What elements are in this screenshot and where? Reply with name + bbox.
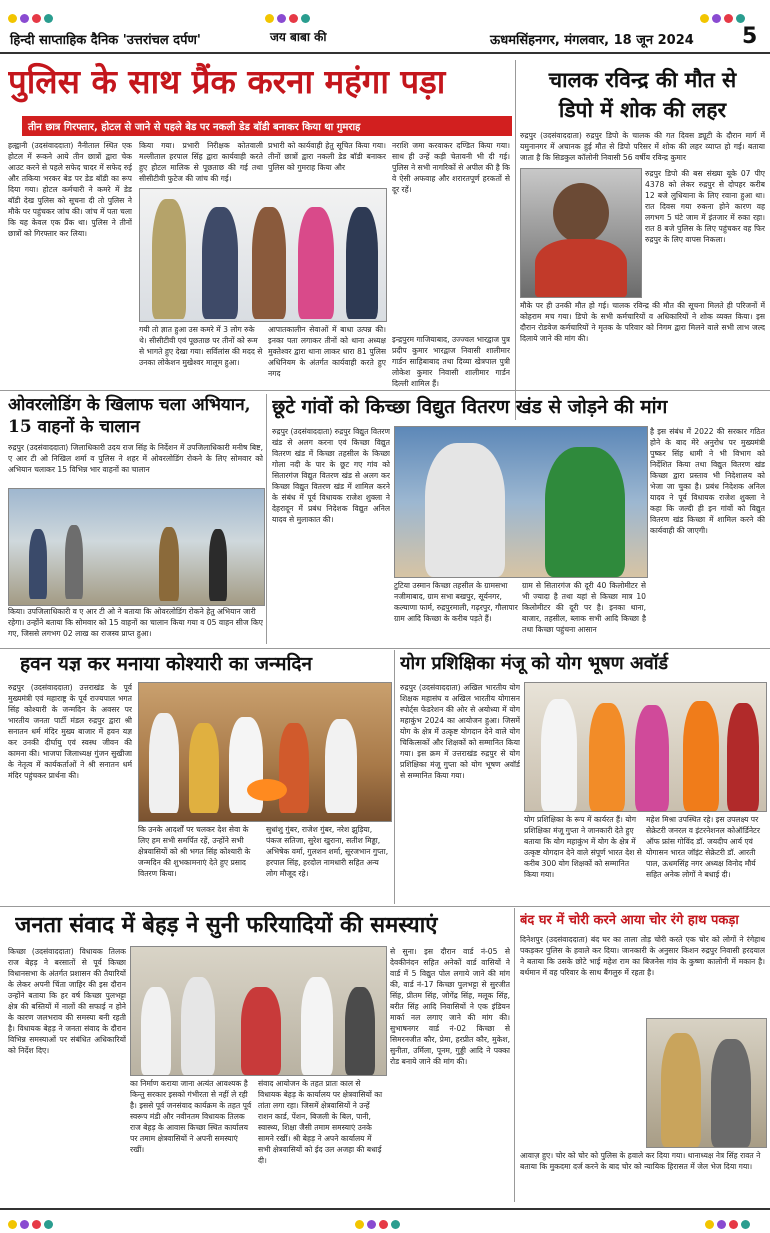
- story4-photo: [394, 426, 648, 578]
- story1-col3: प्रभारी को कार्यवाही हेतु सूचित किया गया। तीनों छात्रों द्वारा नकली डेड बॉडी बनाकर पुलिस को गुमराह किया और: [268, 141, 386, 172]
- story3-body: रुद्रपुर (उदसंवाददाता) जिलाधिकारी उदय राज सिंह के निर्देशन में उपजिलाधिकारी मनीष बिष्ट, ए आर टी ओ निखिल शर्मा व पुलिस ने शहर में ओवरलोडिंग रोकने के लिए सोमवार को अभियान चलाकर 15 विभिन्न भार वाहनों का चालान: [8, 443, 263, 474]
- newspaper-name: हिन्दी साप्ताहिक दैनिक 'उत्तरांचल दर्पण': [10, 33, 201, 48]
- story6-photo: [524, 682, 767, 812]
- story8-body: दिनेशपुर (उदसंवाददाता) बंद घर का ताला तोड़ चोरी करते एक चोर को लोगों ने रंगेहाथ पकड़कर पुलिस के हवाले कर दिया। जानकारी के अनुसार किशन रुद्रपुर निवासी हरदयाल ने बताया कि उसके छोटे भाई महेश राम का बिजनेस गांव के कुष्णा कालोनी में मकान है। बर्थमान में वह परिवार के साथ बैंगलुरु में रहता है।: [520, 935, 765, 977]
- story5-headline: हवन यज्ञ कर मनाया कोश्यारी का जन्मदिन: [20, 653, 313, 675]
- separator-2: [0, 648, 770, 649]
- separator-3: [0, 906, 770, 907]
- story1-col2: किया गया। प्रभारी निरीक्षक कोतवाली मल्लीताल हरपाल सिंह द्वारा कार्यवाही करते हुए होटल मालिक से पूछताछ की गई तथा सीसीटीवी फुटेज की जांच की गई।: [139, 141, 263, 183]
- story6-caption-1: योग प्रशिक्षिका के रूप में कार्यरत हैं। योग प्रशिक्षिका मंजू गुप्ता ने जानकारी देते हुए बताया कि योग महाकुंभ में योग के क्षेत्र में उत्कृष्ट योगदान देने वाले संपूर्ण भारत देश से करीब 300 योग शिक्षकों को सम्मानित किया गया।: [524, 815, 642, 879]
- story6-body: रुद्रपुर (उदसंवाददाता) अखिल भारतीय योग शिक्षक महासंघ व अखिल भारतीय योगासन स्पोर्ट्स फेडरेशन की ओर से अयोध्या में योग महाकुंभ 2024 का आयोजन हुआ। जिसमें योग के क्षेत्र में उत्कृष्ट योगदान देने वाले योग चिकित्सकों और शिक्षकों को सम्मानित किया गया। इस क्रम में उत्तराखंड रुद्रपुर से योग प्रशिक्षिका मंजू गुप्ता को योग भूषण अवॉर्ड से सम्मानित किया गया।: [400, 683, 520, 780]
- story4-col4: है इस संबंध में 2022 की सरकार गठित होने के बाद मेरे अनुरोध पर मुख्यमंत्री पुष्कर सिंह धामी ने भी विभाग को निर्देशित किया तथा विद्युत वितरण खंड किच्छा द्वारा प्रस्ताव भी निदेशालय को भेजा जा चुका है। प्रबंध निदेशक अनिल यादव ने पूर्व विधायक राजेश शुक्ला ने कहा कि जल्दी ही इन गांवों को विद्युत वितरण खंड किच्छा में शामिल करने की कार्यवाही की जाएगी।: [650, 427, 765, 535]
- story3-headline: ओवरलोडिंग के खिलाफ चला अभियान, 15 वाहनों के चालान: [8, 395, 251, 437]
- story7-caption-1: का निर्माण कराया जाना अत्यंत आवश्यक है किन्तु सरकार इसको गंभीरता से नहीं ले रही है। इससे पूर्व जनसंवाद कार्यक्रम के तहत पूर्व स्वरूप मंडी और नवीनतम विधायक तिलक राज बेहड़ के आवास किच्छा स्थित कार्यालय पर तमाम क्षेत्रवासियों ने अपनी समस्याएं रखीं।: [130, 1079, 252, 1154]
- color-dots-left: [8, 8, 56, 27]
- story4-col1: रुद्रपुर (उदसंवाददाता) रुद्रपुर विद्युत वितरण खंड से अलग करना एवं किच्छा विद्युत वितरण खंड में किच्छा तहसील के किच्छा गोला नदी के पार के छूट गए गांव को सितारगंज विद्युत वितरण खंड से अलग कर किच्छा विद्युत वितरण खंड में शामिल करने के संबंध में पूर्व विधायक राजेश शुक्ला ने देहरादून में प्रबंध निदेशक विद्युत अनिल यादव से मुलाकात की।: [272, 427, 390, 524]
- story1-headline: पुलिस के साथ प्रैंक करना महंगा पड़ा: [8, 62, 446, 101]
- story7-caption-2: संवाद आयोजन के तहत प्रातः काल से विधायक बेहड़ के कार्यालय पर क्षेत्रवासियों का तांता लगा रहा। जिसमें क्षेत्रवासियों ने उन्हें राशन कार्ड, पेंशन, बिजली के बिल, पानी, स्वास्थ्य, शिक्षा जैसी तमाम समस्याएं उनके सामने रखीं। श्री बेहड़ ने अपने कार्यालय में सभी क्षेत्रवासियों को ईद उल अजहा की बधाई दी।: [258, 1079, 383, 1165]
- footer-rule: [0, 1208, 770, 1210]
- story1-col1: हल्द्वानी (उदसंवाददाता) नैनीताल स्थित एक होटल में रूकने आये तीन छात्रों द्वारा चेक आउट करने से पहले सफेद चादर में सफेद रुई और तकिया भरकर बेड पर डेड बॉडी का रूप दिया गया। होटल कर्मचारी ने कमरे में डेड बॉडी देख पुलिस को सूचना दी तो पुलिस ने मौके पर पहुंचकर जांच की। जांच में पता चला कि यह केवल एक प्रैंक था। पुलिस ने तीनों छात्रों को गिरफ्तार कर लिया।: [8, 141, 132, 238]
- story4-col3: ग्राम से सितारगंज की दूरी 40 किलोमीटर से भी ज्यादा है तथा यहां से किच्छा मात्र 10 किलोमीटर की दूरी पर है। इनका थाना, बाजार, तहसील, ब्लाक सभी आदि किच्छा है तथा किच्छा पहुंचना आसान: [522, 581, 646, 634]
- separator-1: [0, 390, 770, 391]
- story2-body-bottom: मौके पर ही उनकी मौत हो गई। चालक रविन्द्र की मौत की सूचना मिलते ही परिजनों में कोहराम मच गया। डिपो के सभी कर्मचारियों व अधिकारियों ने शोक व्यक्त किया। इस दौरान रोडवेज कर्मचारियों ने मृतक के परिवार को निगम द्वारा मिलने वाले सभी लाभ जल्द दिलाये जाने की मांग की।: [520, 301, 765, 343]
- header-rule: [0, 52, 770, 54]
- story5-photo: [138, 682, 392, 822]
- color-dots-right: [700, 8, 748, 27]
- story1-subhead: तीन छात्र गिरफ्तार, होटल से जाने से पहले बेड पर नकली डेड बॉडी बनाकर किया था गुमराह: [22, 116, 512, 136]
- story4-caption: टुटिया उस्मान किच्छा तहसील के ग्रामसभा नजीमाबाद, ग्राम सभा बखपुर, सूर्यनगर, कल्याणा फार्म, रुद्रपुरमाली, गढ़रपुर, गौलापार ग्राम आदि किच्छा के करीब पड़ते हैं।: [394, 581, 518, 623]
- story2-photo: [520, 168, 642, 298]
- story6-caption-2: महेश मिश्रा उपस्थित रहे। इस उपलक्ष्य पर सेक्रेटरी जनरल व इंटरनेशनल कोऑर्डिनेटर ऑफ फ्रांस गोविंद डॉ. जयदीप आर्य एवं योगासन भारत जॉइंट सेक्रेटरी डॉ. आरती पाल, ऊधमसिंह नगर अध्यक्ष विनोद मौर्य सहित अनेक लोगों ने बधाई दी।: [646, 815, 760, 879]
- story5-caption-2: सुधांशु गुंबर, राजेश गुंबर, नरेश झुड़िया, पंकज सतिजा, सुरेश खुराना, सतीश मिड्ढा, अभिषेक वर्मा, गुलशन शर्मा, सूरजभान गुप्ता, हरपाल सिंह, हरदोल नामधारी सहित अन्य लोग मौजूद रहे।: [266, 825, 389, 878]
- story1-col3b: आपातकालीन सेवाओं में बाधा उत्पन्न की। इनका पता लगाकर तीनों को थाना अध्यक्ष मुक्तेश्वर द्वारा थाना लाकर धारा 81 पुलिस अधिनियम के अंतर्गत कार्यवाही करते हुए नगद: [268, 325, 386, 378]
- story4-headline: छूटे गांवों को किच्छा विद्युत वितरण खंड से जोड़ने की मांग: [272, 396, 668, 418]
- story2-body-top: रुद्रपुर (उदसंवाददाता) रुद्रपुर डिपो के चालक की गत दिवस ड्यूटी के दौरान मार्ग में यमुनानगर में अचानक हुई मौत से डिपो परिसर में शोक की लहर व्याप्त हो गई। बताया जाता है कि सिडकुल कॉलोनी निवासी 56 वर्षीय रविन्द्र कुमार: [520, 131, 765, 162]
- footer-dots-center: [355, 1214, 403, 1233]
- footer-dots-left: [8, 1214, 56, 1233]
- slogan: जय बाबा की: [270, 30, 327, 44]
- story1-col4b: इन्द्रपुरम गाजियाबाद, उज्ज्वल भारद्वाज पुत्र प्रदीप कुमार भारद्वाज निवासी शालीमार गार्डन साहिबाबाद तथा दिव्या खेत्रपाल पुत्री लोकेश कुमार निवासी शालीमार गार्डन दिल्ली शामिल हैं।: [392, 335, 510, 388]
- story3-caption: किया। उपजिलाधिकारी व ए आर टी ओ ने बताया कि ओवरलोडिंग रोकने हेतु अभियान जारी रहेगा। उन्होंने बताया कि सोमवार को 15 वाहनों का चालान किया गया व 05 वाहन सीज किए गए, जिससे लगभग 02 लाख का राजस्व प्राप्त हुआ।: [8, 607, 263, 638]
- place-date: ऊधमसिंहनगर, मंगलवार, 18 जून 2024: [490, 33, 694, 48]
- story3-photo: [8, 488, 265, 606]
- story7-photo: [130, 946, 387, 1076]
- story1-photo-caption: गयी तो ज्ञात हुआ उस कमरे में 3 लोग रुके थे। सीसीटीवी एवं पूछताछ पर तीनों को रूम से भागते हुए देखा गया। सर्विलांस की मदद से उनका लोकेशन मुखेश्वर मालूम हुआ।: [139, 325, 263, 367]
- story1-col4: नराशि जमा करवाकर दण्डित किया गया। साथ ही उन्हें कड़ी चेतावनी भी दी गई। पुलिस ने सभी नागरिकों से अपील की है कि वे ऐसी अफवाह और शरारतपूर्ण हरकतों से दूर रहें।: [392, 141, 510, 194]
- divider-2: [266, 394, 267, 644]
- story6-headline: योग प्रशिक्षिका मंजू को योग भूषण अवॉर्ड: [400, 653, 668, 674]
- color-dots-center: [265, 8, 313, 27]
- story7-headline: जनता संवाद में बेहड़ ने सुनी फरियादियों की समस्याएं: [15, 912, 438, 938]
- story8-caption: आवाज़ हुए। चोर को चोर को पुलिस के हवाले कर दिया गया। थानाध्यक्ष नेत्र सिंह रावत ने बताया कि मुकदमा दर्ज करने के बाद चोर को न्यायिक हिरासत में जेल भेज दिया गया।: [520, 1151, 761, 1171]
- story1-photo: [139, 188, 387, 322]
- story5-body: रुद्रपुर (उदसंवाददाता) उत्तराखंड के पूर्व मुख्यमंत्री एवं महाराष्ट्र के पूर्व राज्यपाल भगत सिंह कोश्यारी के जन्मदिन के अवसर पर भारतीय जनता पार्टी मंडल रुद्रपुर द्वारा श्री सनातन धर्म मंदिर मुख्य बाजार में हवन यज्ञ कर उनकी दीर्घायु एवं स्वस्थ जीवन की कामना की। भाजपा जिलाध्यक्ष गुंजन सुखीजा के नेतृत्व में कार्यकर्ताओं ने श्री सनातन धर्म मंदिर पहुंचकर प्रार्थना की।: [8, 683, 132, 780]
- story2-headline-1: चालक रविन्द्र की मौत से: [548, 67, 737, 92]
- page-footer: [0, 1206, 770, 1226]
- page-number: 5: [742, 24, 758, 49]
- divider-4: [514, 908, 515, 1202]
- footer-dots-right: [705, 1214, 753, 1233]
- story8-photo: [646, 1018, 767, 1148]
- story7-col1: किच्छा (उदसंवाददाता) विधायक तिलक राज बेहड़ ने बरसातों से पूर्व किच्छा विधानसभा के अंतर्गत प्रशासन की तैयारियों के लेकर अपनी चिंता जाहिर की इस दौरान उन्होंने बताया कि हर वर्ष किच्छा पुलभट्टा क्षेत्र की बस्तियों में नालों की सफाई न होने के कारण जलभराव की समस्या बनी रहती है। विधायक बेहड़ ने जनता संवाद के दौरान विभिन्न समस्याओं पर संबंधित अधिकारियों को निर्देश दिए।: [8, 947, 126, 1055]
- story2-headline-2: डिपो में शोक की लहर: [558, 97, 727, 122]
- page-header: [0, 0, 770, 58]
- story5-caption-1: कि उनके आदर्शों पर चलकर देश सेवा के लिए हम सभी समर्पित रहें, उन्होंने सभी क्षेत्रवासियों को श्री भगत सिंह कोश्यारी के जन्मदिन की शुभकामनाएं देते हुए प्रसाद वितरण किया।: [138, 825, 251, 878]
- story8-headline: बंद घर में चोरी करने आया चोर रंगे हाथ पकड़ा: [520, 913, 739, 928]
- divider-1: [515, 60, 516, 420]
- divider-3: [394, 650, 395, 904]
- story2-body-right: रुद्रपुर डिपो की बस संख्या यूके 07 पीए 4378 को लेकर रुद्रपुर से दोपहर करीब 12 बजे लुधियाना के लिए रवाना हुआ था। रात दिवस गया रुकना होने कारण वह लगभग 5 घंटे जाम में इंतजार में रुका रहा। रात 8 बजे पुलिस के लिए पहुंचकर वह फिर रुद्रपुर के लिए वापस निकला।: [645, 169, 765, 244]
- story7-col4: से सुना। इस दौरान वार्ड नं-05 से देवकीनंदन सहित अनेकों वार्ड वासियों ने वार्ड में 5 विद्युत पोल लगाये जाने की मांग की, वार्ड नं-17 किच्छा पुलभट्टा से सुरजीत सिंह, प्रीतम सिंह, जोगेंद्र सिंह, मलूक सिंह, बरीत सिंह आदि निवासियों ने एक इंडियन मार्का नल लगाए जाने की मांग की। सुभाषनगर वार्ड नं-02 किच्छा से सिमरनजीत कौर, प्रेमा, हरप्रीत कौर, मुकेश, सुनीता, उर्मिला, पूनम, गुड्डी आदि ने पक्का रोड बनाये जाने की मांग की।: [390, 947, 510, 1066]
